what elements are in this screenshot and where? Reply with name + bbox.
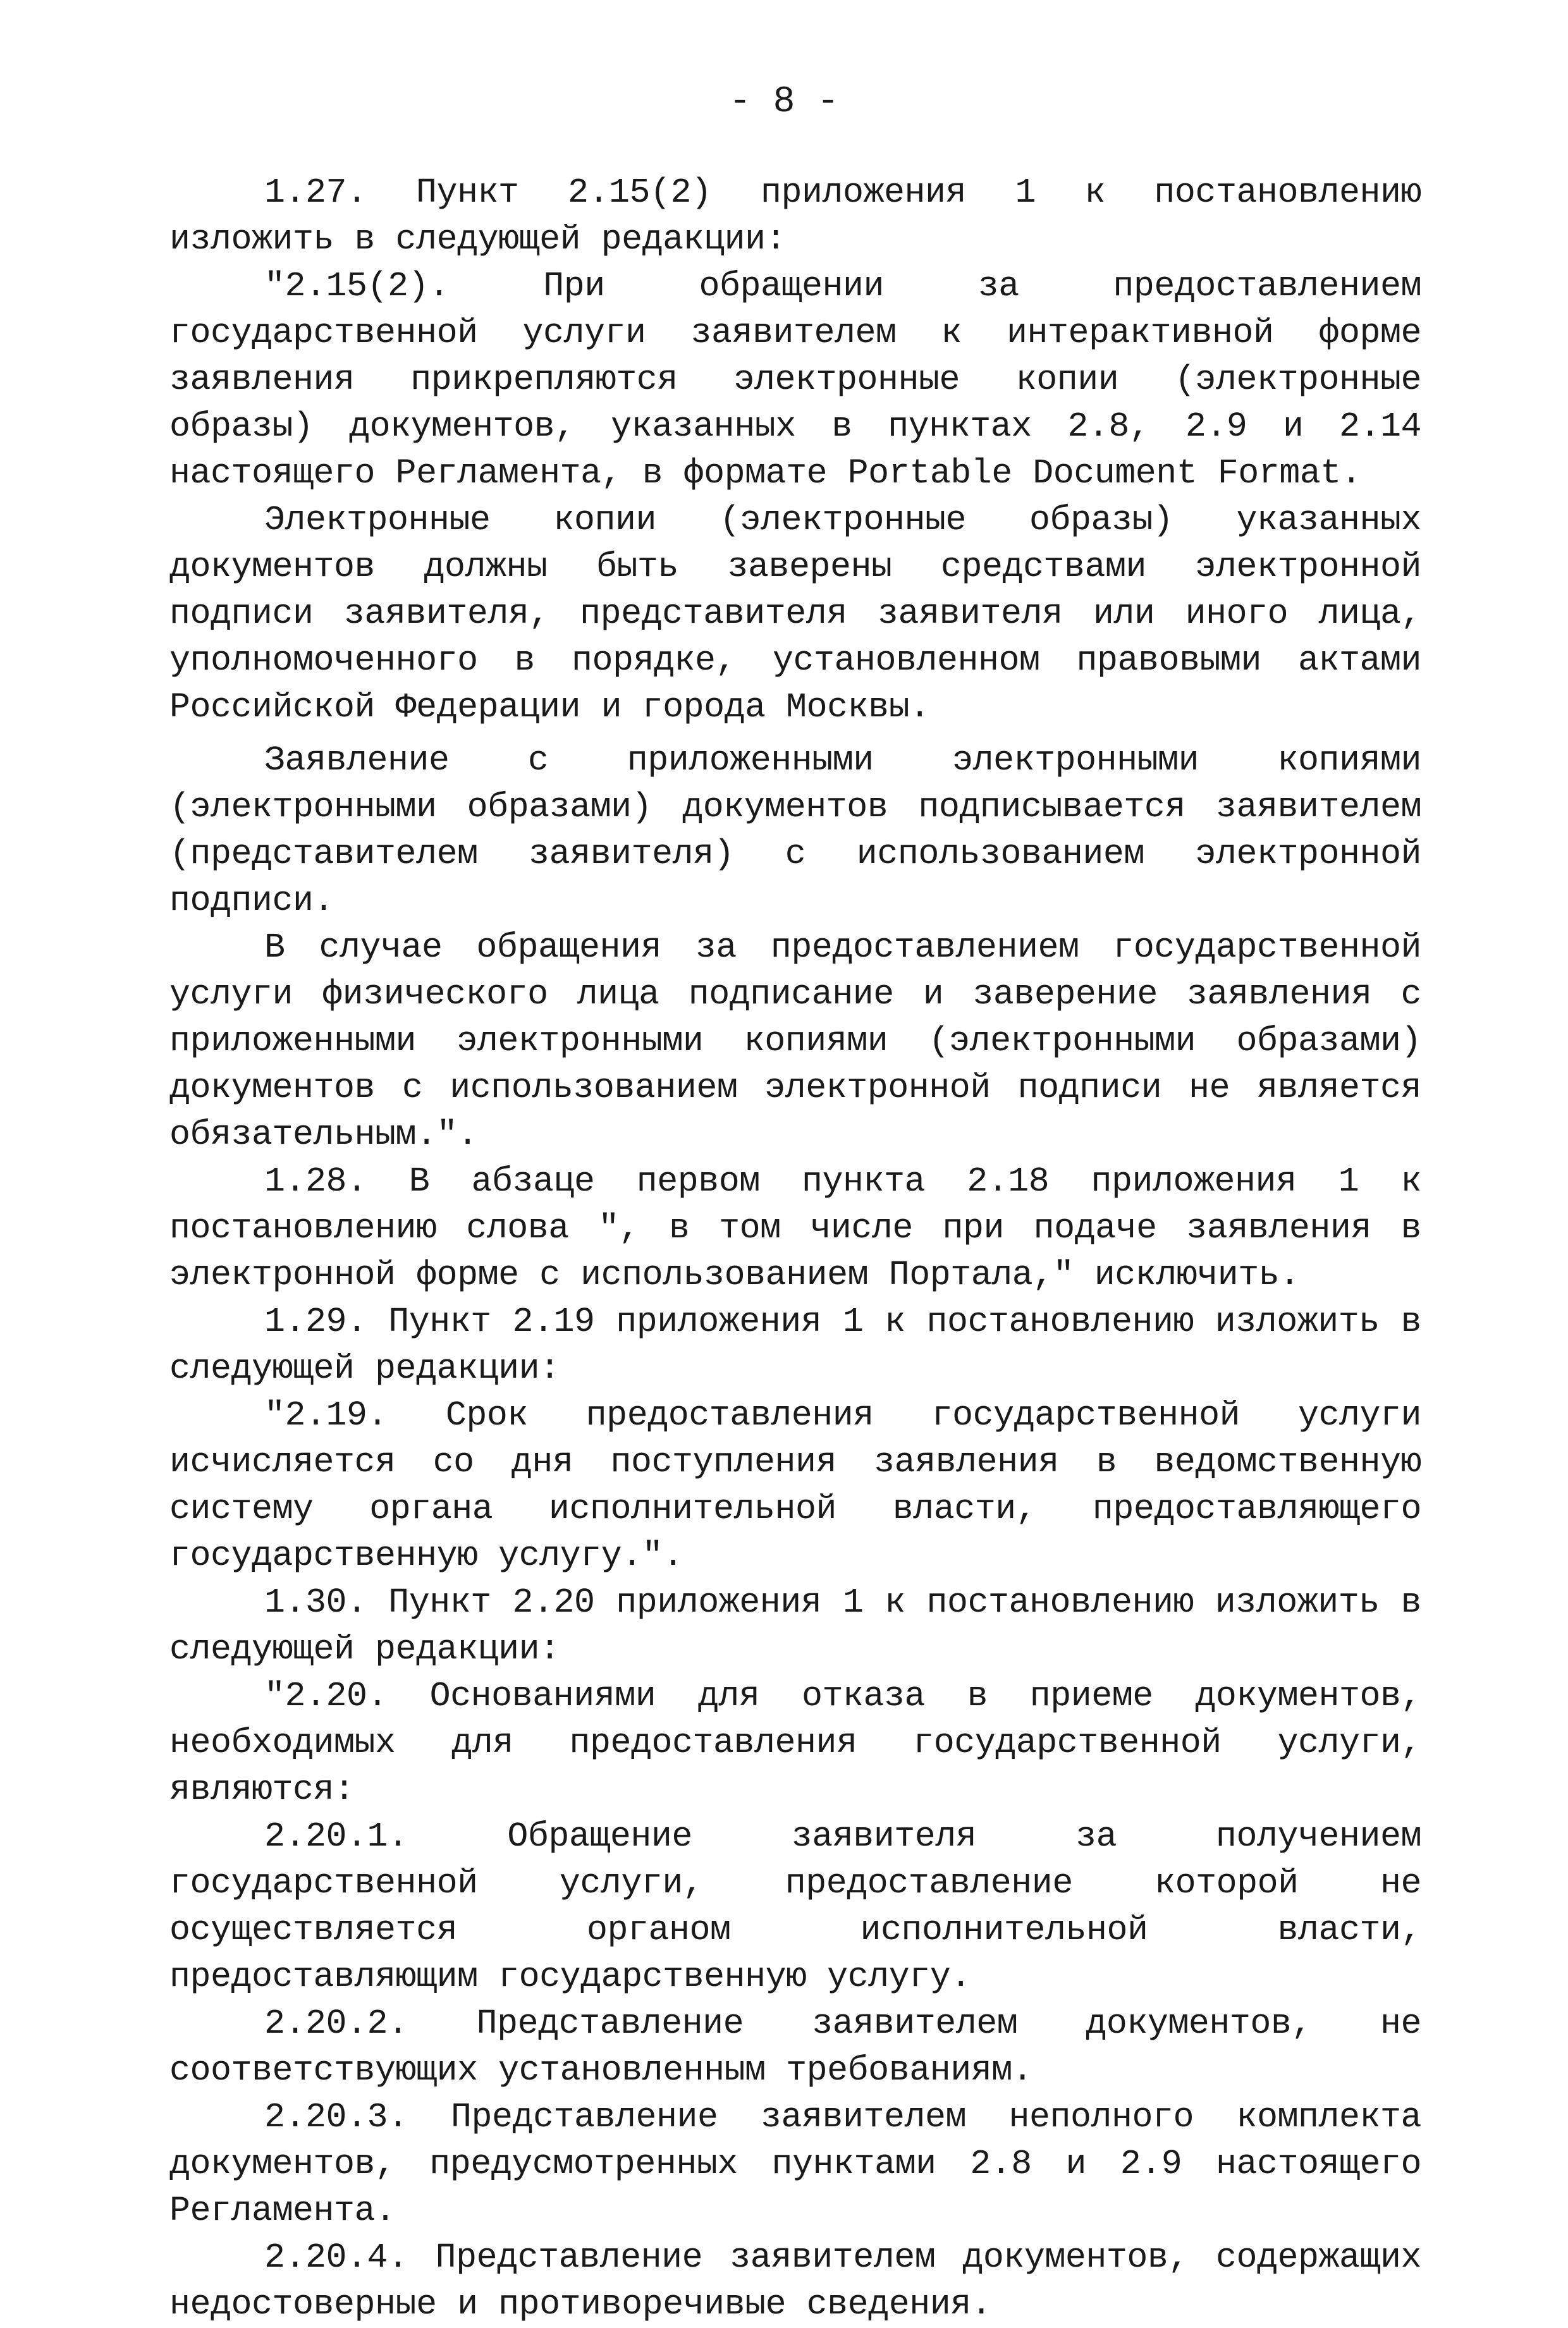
paragraph-2-19: "2.19. Срок предоставления государственной услуги исчисляется со дня поступления заявления в ведомственную систему органа исполнительной власти, предоставляющего государственную услугу.". [169,1395,1421,1576]
paragraph-2-20-4: 2.20.4. Представление заявителем документов, содержащих недостоверные и противоречивые сведения. [169,2238,1421,2324]
paragraph-1-30: 1.30. Пункт 2.20 приложения 1 к постановлению изложить в следующей редакции: [169,1583,1421,1669]
paragraph-individual-exemption: В случае обращения за предоставлением государственной услуги физического лица подписание и заверение заявления с приложенными электронными копиями (электронными образами) документов с использованием электронной подписи не является обязательным.". [169,928,1421,1155]
paragraph-2-15-2: "2.15(2). При обращении за предоставлением государственной услуги заявителем к интерактивной форме заявления прикрепляются электронные копии (электронные образы) документов, указанных в пунктах 2.8, 2.9 и 2.14 настоящего Регламента, в формате Portable Document Format. [169,266,1421,493]
paragraph-electronic-copies: Электронные копии (электронные образы) указанных документов должны быть заверены средствами электронной подписи заявителя, представителя заявителя или иного лица, уполномоченного в порядке, установленном правовыми актами Российской Федерации и города Москвы. [169,500,1421,727]
paragraph-2-20-2: 2.20.2. Представление заявителем документов, не соответствующих установленным требованиям. [169,2004,1421,2090]
document-body [169,169,1421,2328]
paragraph-1-28: 1.28. В абзаце первом пункта 2.18 приложения 1 к постановлению слова ", в том числе при подаче заявления в электронной форме с использованием Портала," исключить. [169,1161,1421,1295]
paragraph-2-20: "2.20. Основаниями для отказа в приеме документов, необходимых для предоставления государственной услуги, являются: [169,1676,1421,1810]
paragraph-application-signing: Заявление с приложенными электронными копиями (электронными образами) документов подписывается заявителем (представителем заявителя) с использованием электронной подписи. [169,740,1421,921]
paragraph-2-20-3: 2.20.3. Представление заявителем неполного комплекта документов, предусмотренных пунктами 2.8 и 2.9 настоящего Регламента. [169,2097,1421,2231]
page-number: - 8 - [728,82,840,123]
paragraph-2-20-1: 2.20.1. Обращение заявителя за получением государственной услуги, предоставление которой не осуществляется органом исполнительной власти, предоставляющим государственную услугу. [169,1816,1421,1997]
paragraph-1-27: 1.27. Пункт 2.15(2) приложения 1 к постановлению изложить в следующей редакции: [169,173,1421,259]
paragraph-1-29: 1.29. Пункт 2.19 приложения 1 к постановлению изложить в следующей редакции: [169,1302,1421,1388]
